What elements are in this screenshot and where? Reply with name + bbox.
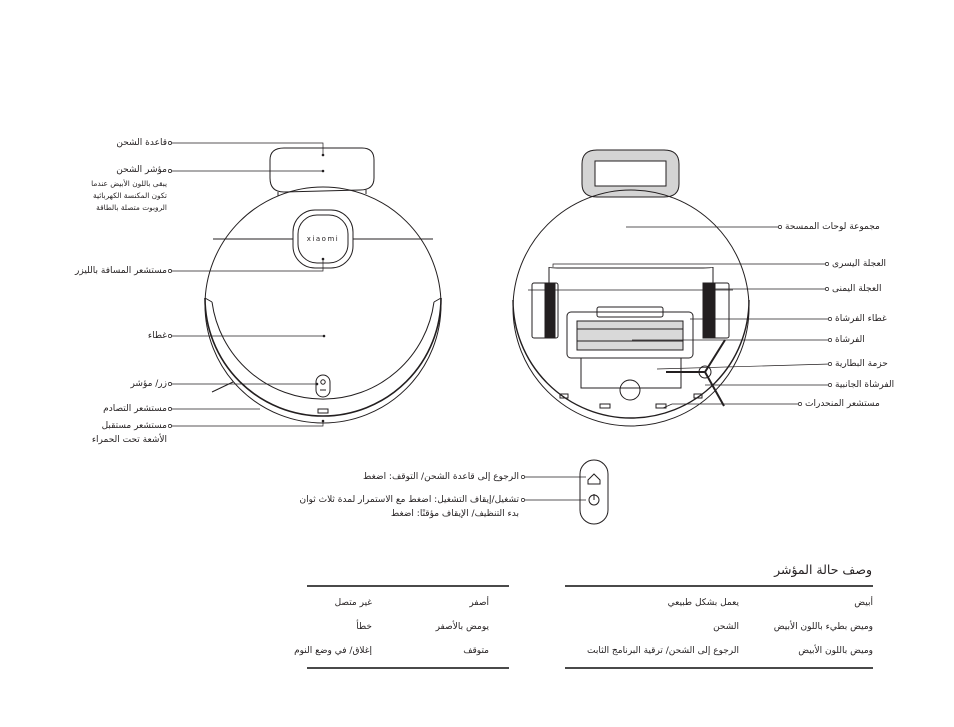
indicator-section-title: وصف حالة المؤشر	[774, 562, 872, 577]
table-row	[307, 615, 509, 639]
white-indicator-table	[565, 585, 873, 669]
label-left-wheel: العجلة اليسرى	[832, 259, 887, 269]
label-ir-sensor-2: الأشعة تحت الحمراء	[91, 435, 167, 445]
state-cell: أصفر	[469, 598, 489, 608]
table-row	[307, 591, 509, 615]
mop-plate	[549, 267, 713, 290]
label-cliff-sensor: مستشعر المنحدرات	[805, 399, 880, 409]
label-right-wheel: العجلة اليمنى	[832, 284, 882, 294]
state-cell: يومض بالأصفر	[435, 622, 489, 632]
label-brush-cover: غطاء الفرشاة	[835, 314, 887, 324]
bottom-view-leaders	[553, 227, 830, 408]
top-view-leaders	[170, 143, 324, 426]
state-cell: أبيض	[854, 598, 873, 608]
table-row	[565, 591, 873, 615]
label-home-button: الرجوع إلى قاعدة الشحن/ التوقف: اضغط	[363, 472, 519, 482]
table-row	[294, 639, 509, 663]
label-collision-sensor: مستشعر التصادم	[103, 404, 167, 414]
label-battery: حزمة البطارية	[835, 359, 888, 369]
yellow-indicator-table	[294, 585, 509, 669]
label-side-brush: الفرشاة الجانبية	[835, 380, 895, 390]
meaning-cell: غير متصل	[334, 598, 372, 608]
robot-body-outer	[205, 187, 441, 423]
home-icon	[588, 474, 600, 484]
table-row	[565, 639, 873, 663]
state-cell: متوقف	[463, 646, 489, 656]
button-panel	[523, 460, 608, 524]
state-cell: وميض باللون الأبيض	[798, 646, 873, 656]
meaning-cell: خطأ	[356, 622, 372, 632]
top-view-drawing	[205, 148, 441, 423]
label-cover: غطاء	[147, 331, 167, 341]
label-charging-dock: قاعدة الشحن	[116, 138, 167, 148]
robot-bumper-arc	[205, 298, 441, 416]
side-brush-arm	[212, 382, 233, 392]
meaning-cell: يعمل بشكل طبيعي	[667, 598, 739, 608]
label-power-button-2: بدء التنظيف/ الإيقاف مؤقتًا: اضغط	[390, 509, 519, 519]
label-mop-plates: مجموعة لوحات الممسحة	[785, 222, 880, 232]
label-brush: الفرشاة	[835, 335, 865, 345]
brand-logo: xiaomi	[306, 235, 340, 243]
label-ir-sensor-1: مستشعر مستقبل	[101, 421, 167, 431]
label-power-button-1: تشغيل/إيقاف التشغيل: اضغط مع الاستمرار لمدة ثلاث ثوان	[299, 495, 519, 505]
label-charging-indicator: مؤشر الشحن	[116, 165, 167, 175]
label-laser-sensor: مستشعر المسافة بالليزر	[75, 266, 167, 276]
meaning-cell: إغلاق/ في وضع النوم	[294, 646, 372, 656]
label-indicator-desc-2: تكون المكنسة الكهربائية	[93, 191, 167, 200]
label-indicator-desc-1: يبقى باللون الأبيض عندما	[91, 179, 167, 188]
bottom-view-drawing	[513, 150, 749, 426]
table-row	[565, 615, 873, 639]
top-button	[316, 375, 330, 397]
meaning-cell: الرجوع إلى الشحن/ ترقية البرنامج الثابت	[587, 646, 739, 656]
cliff-sensor	[600, 404, 610, 408]
label-indicator-desc-3: الروبوت متصلة بالطاقة	[96, 203, 167, 212]
label-button-indicator: زر/ مؤشر	[130, 379, 167, 389]
meaning-cell: الشحن	[713, 622, 739, 632]
state-cell: وميض بطيء باللون الأبيض	[773, 622, 873, 632]
main-brush	[577, 321, 683, 350]
